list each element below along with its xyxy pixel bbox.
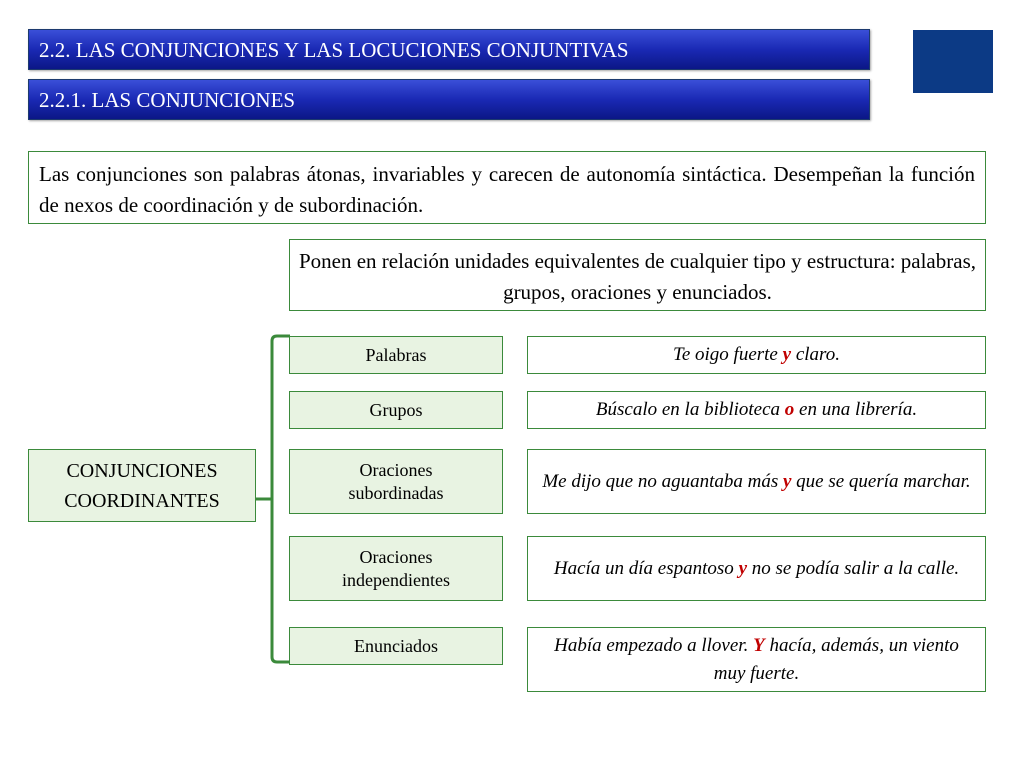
conjunction-highlight: y: [782, 344, 792, 365]
definition-text: Ponen en relación unidades equivalentes de cualquier tipo y estructura: palabras, grupos, oraciones y enunciados.: [298, 249, 976, 304]
category-oraciones-independientes: [289, 536, 503, 601]
conjunction-highlight: Y: [753, 634, 765, 656]
example-enunciados: [527, 627, 986, 692]
example-text: Búscalo en la biblioteca o en una librería.: [595, 399, 918, 420]
conjunction-highlight: o: [784, 399, 795, 420]
example-text: Hacía un día espantoso y no se podía salir a la calle.: [553, 557, 960, 579]
conjunction-highlight: y: [782, 470, 792, 492]
example-text: Había empezado a llover. Y hacía, además, un viento muy fuerte.: [554, 634, 959, 684]
example-grupos: [527, 391, 986, 429]
category-grupos: [289, 391, 503, 429]
example-text: Te oigo fuerte y claro.: [673, 344, 840, 365]
example-palabras: [527, 336, 986, 374]
category-label: Grupos: [369, 399, 423, 420]
subsection-title: 2.2.1. LAS CONJUNCIONES: [39, 88, 296, 112]
category-label: Palabras: [365, 344, 427, 365]
section-title: 2.2. LAS CONJUNCIONES Y LAS LOCUCIONES CONJUNTIVAS: [39, 38, 629, 62]
category-label: Enunciados: [354, 635, 438, 656]
example-oraciones-independientes: [527, 536, 986, 601]
category-oraciones-subordinadas: [289, 449, 503, 514]
coordinantes-line1: CONJUNCIONES: [66, 459, 218, 482]
example-text: Me dijo que no aguantaba más y que se quería marchar.: [542, 470, 971, 492]
conjunction-highlight: y: [738, 557, 747, 579]
intro-text: Las conjunciones son palabras átonas, invariables y carecen de autonomía sintáctica. Desempeñan la función de nexos de coordinación y de subordinación.: [39, 162, 975, 217]
category-enunciados: [289, 627, 503, 665]
example-oraciones-subordinadas: [527, 449, 986, 514]
bracket-line: [272, 336, 290, 662]
coordinantes-label-box: [28, 449, 256, 522]
category-palabras: [289, 336, 503, 374]
category-label: Oraciones subordinadas: [348, 459, 444, 503]
category-label: Oraciones independientes: [342, 546, 450, 590]
coordinantes-line2: COORDINANTES: [64, 489, 220, 512]
